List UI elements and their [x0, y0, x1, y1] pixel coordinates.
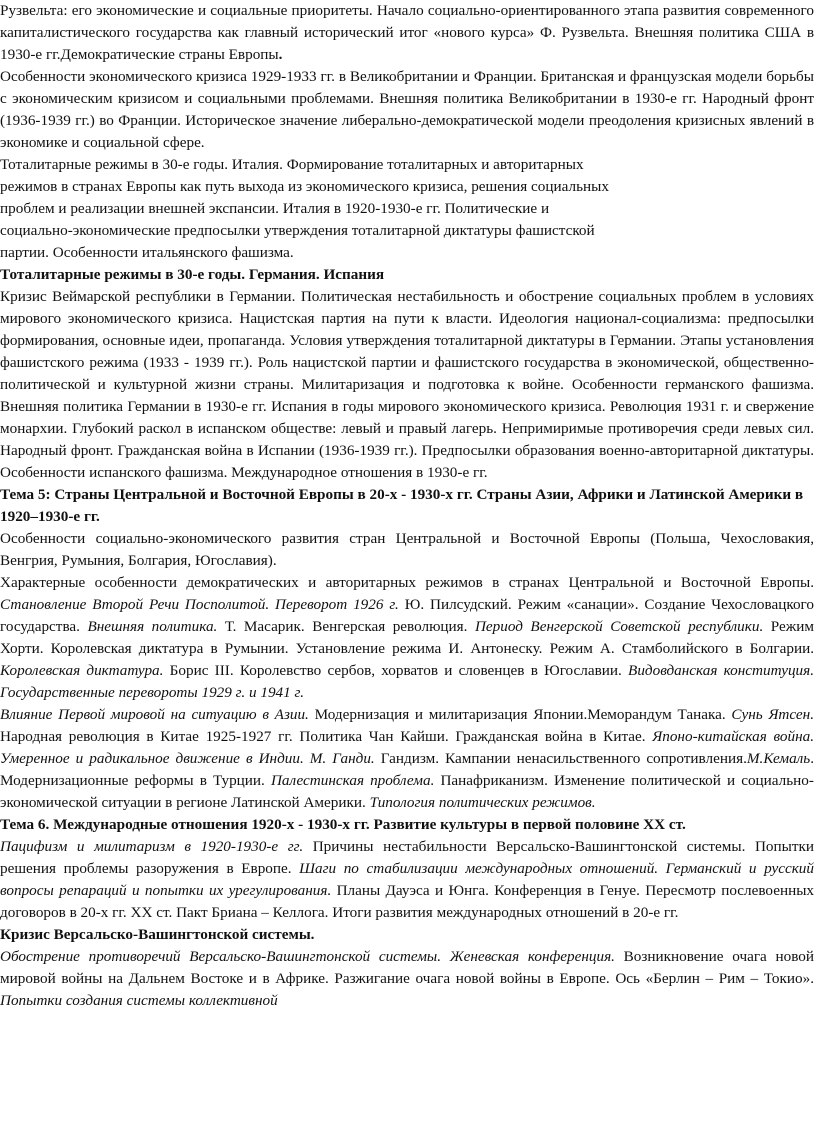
italic-run: Типология политических режимов.: [369, 794, 596, 811]
text-run: Режим Хорти. Королевская диктатура в Румынии. Установление режима И. Антонеску. Режим А. Стамболийского в Болгарии.: [0, 618, 814, 657]
italic-run: Обострение противоречий Версальско-Вашингтонской системы. Женевская конференция.: [0, 948, 615, 965]
italic-run: Внешняя политика.: [87, 618, 218, 635]
heading-topic-5: Тема 5: Страны Центральной и Восточной Европы в 20-х - 1930-х гг. Страны Азии, Африки и Латинской Америки в 1920–1930-е гг.: [0, 486, 804, 525]
paragraph-britain-france: Особенности экономического кризиса 1929-1933 гг. в Великобритании и Франции. Британская и французская модели борьбы с экономическим кризисом и социальными проблемами. Внешняя политика Великобритании в 1930-е гг. Народный фронт (1936-1939 гг.) во Франции. Историческое значение либерально-демократической модели преодоления кризисных явлений в экономике и социальной сфере.: [0, 68, 814, 151]
italic-run: Королевская диктатура.: [0, 662, 164, 679]
text-run: Характерные особенности демократических и авторитарных режимов в странах Центральной и Восточной Европы.: [0, 574, 814, 591]
text-run: Возникновение очага новой мировой войны на Дальнем Востоке и в Африке. Разжигание очага новой войны в Европе. Ось «Берлин – Рим – Токио».: [0, 948, 814, 987]
paragraph-central-europe: Особенности социально-экономического развития стран Центральной и Восточной Европы (Польша, Чехословакия, Венгрия, Румыния, Болгария, Югославия).: [0, 530, 814, 569]
paragraph-pacifism: [0, 836, 814, 924]
text-run: Борис III. Королевство сербов, хорватов и словенцев в Югославии.: [163, 662, 629, 679]
heading-germany-spain: Тоталитарные режимы в 30-е годы. Германия. Испания: [0, 266, 385, 283]
text-run: Панафриканизм. Изменение политической и социально-экономической ситуации в регионе Латинской Америки.: [0, 772, 814, 811]
paragraph-text: Рузвельта: его экономические и социальные приоритеты. Начало социально-ориентированного этапа развития современного капиталистического государства как главный исторический итог «нового курса» Ф. Рузвельта. Внешняя политика США в 1930-е гг.Демократические страны Европы: [0, 2, 814, 63]
text-run: Причины нестабильности Версальско-Вашингтонской системы. Попытки решения проблемы разоружения в Европе.: [0, 838, 814, 877]
italic-run: Японо-китайская война. Умеренное и радикальное движение в Индии. М. Ганди.: [0, 728, 814, 767]
italic-run: М.Кемаль: [746, 750, 811, 767]
paragraph-italy: [0, 154, 814, 264]
italic-run: Период Венгерской Советской республики.: [474, 618, 764, 635]
paragraph-line: социально-экономические предпосылки утверждения тоталитарной диктатуры фашистской: [0, 222, 595, 239]
heading-topic-6: Тема 6. Международные отношения 1920-х - 1930-х гг. Развитие культуры в первой половине XX ст.: [0, 816, 686, 833]
text-run: Планы Дауэса и Юнга. Конференция в Генуе. Пересмотр послевоенных договоров в 20-х гг. XX ст. Пакт Бриана – Келлога. Итоги развития международных отношений в 20-е гг.: [0, 882, 815, 921]
paragraph-line: партии. Особенности итальянского фашизма.: [0, 244, 294, 261]
paragraph-roosevelt: [0, 0, 814, 66]
italic-run: Сунь Ятсен.: [731, 706, 815, 723]
text-run: Ю. Пилсудский. Режим «санации». Создание Чехословацкого государства.: [0, 596, 814, 635]
text-run: Т. Масарик. Венгерская революция.: [217, 618, 475, 635]
italic-run: Пацифизм и милитаризм в 1920-1930-е гг.: [0, 838, 304, 855]
text-run: . Модернизационные реформы в Турции.: [0, 750, 815, 789]
paragraph-line: Тоталитарные режимы в 30-е годы. Италия. Формирование тоталитарных и авторитарных: [0, 156, 584, 173]
text-run: Народная революция в Китае 1925-1927 гг. Политика Чан Кайши. Гражданская война в Китае.: [0, 728, 653, 745]
paragraph-versailles-crisis: [0, 946, 814, 1012]
paragraph-regimes: [0, 572, 814, 704]
italic-run: Становление Второй Речи Посполитой. Переворот 1926 г.: [0, 596, 399, 613]
paragraph-line: проблем и реализации внешней экспансии. Италия в 1920-1930-е гг. Политические и: [0, 200, 550, 217]
paragraph-asia: [0, 704, 814, 814]
paragraph-bold-period: .: [278, 46, 283, 63]
italic-run: Влияние Первой мировой на ситуацию в Азии.: [0, 706, 309, 723]
italic-run: Палестинская проблема.: [270, 772, 435, 789]
text-run: Гандизм. Кампании ненасильственного сопротивления.: [374, 750, 747, 767]
italic-run: Шаги по стабилизации международных отношений. Германский и русский вопросы репараций и попытки их урегулирования.: [0, 860, 814, 899]
paragraph-line: режимов в странах Европы как путь выхода из экономического кризиса, решения социальных: [0, 178, 609, 195]
text-run: Модернизация и милитаризация Японии.Меморандум Танака.: [308, 706, 732, 723]
heading-versailles-crisis: Кризис Версальско-Вашингтонской системы.: [0, 926, 315, 943]
italic-run: Видовданская конституция. Государственные перевороты 1929 г. и 1941 г.: [0, 662, 814, 701]
paragraph-germany-spain: Кризис Веймарской республики в Германии. Политическая нестабильность и обострение социальных проблем в условиях мирового экономического кризиса. Нацистская партия на пути к власти. Идеология национал-социализма: предпосылки формирования, основные идеи, пропаганда. Условия утверждения тоталитарной диктатуры в Германии. Этапы установления фашистского режима (1933 - 1939 гг.). Роль нацистской партии и фашистского государства в экономической, общественно-политической и культурной жизни страны. Милитаризация и подготовка к войне. Особенности германского фашизма. Внешняя политика Германии в 1930-е гг. Испания в годы мирового экономического кризиса. Революция 1931 г. и свержение монархии. Глубокий раскол в испанском обществе: левый и правый лагерь. Непримиримые противоречия среди левых сил. Народный фронт. Гражданская война в Испании (1936-1939 гг.). Предпосылки образования военно-авторитарной диктатуры. Особенности испанского фашизма. Международное отношения в 1930-е гг.: [0, 288, 814, 481]
italic-run: Попытки создания системы коллективной: [0, 992, 278, 1009]
